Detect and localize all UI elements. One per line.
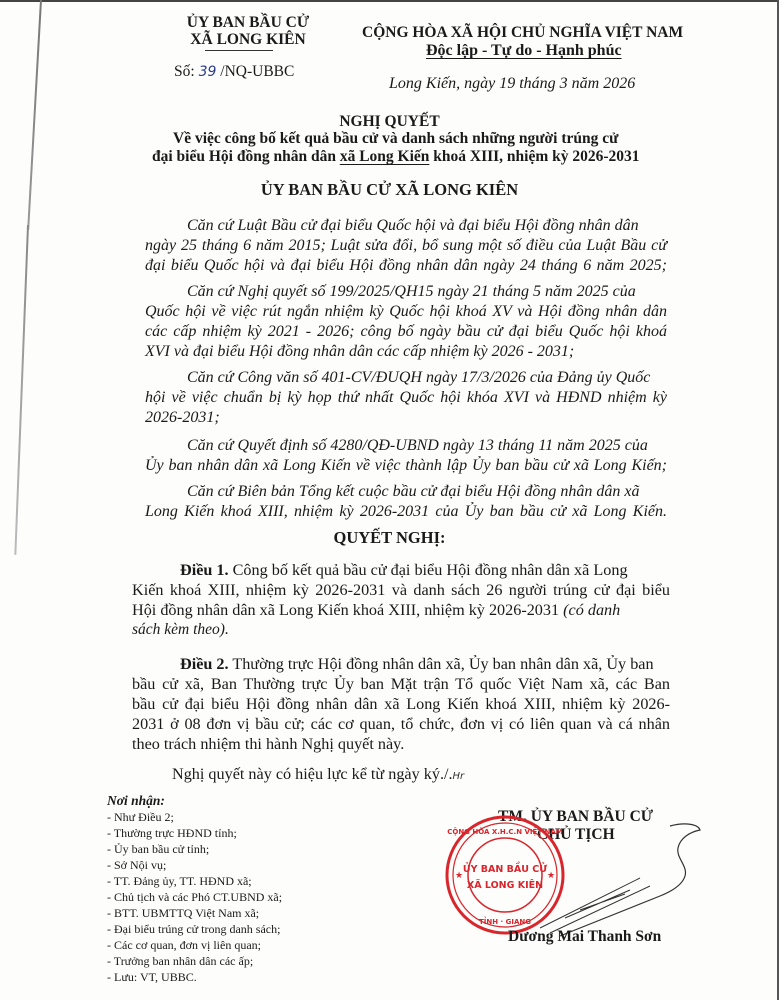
recipient-item: - Thường trực HĐND tỉnh; (107, 826, 237, 840)
national-motto: Độc lập - Tự do - Hạnh phúc (426, 42, 622, 59)
basis-line: Căn cứ Quyết định số 4280/QĐ-UBND ngày 13 tháng 11 năm 2025 của (187, 437, 648, 454)
signature-stroke (540, 878, 650, 933)
signature-stroke (560, 824, 700, 936)
basis-line: ngày 25 tháng 6 năm 2015; Luật sửa đổi, bổ sung một số điều của Luật Bầu cử (145, 237, 667, 254)
handwritten-initials: Hr (452, 771, 465, 782)
agency-line-1: ỦY BAN BẦU CỬ (186, 14, 310, 31)
stamp-star-icon: ★ (546, 871, 556, 881)
document-type: NGHỊ QUYẾT (339, 113, 440, 130)
basis-line: hội về việc chuẩn bị kỳ họp thứ nhất Quốc hội khóa XVI và HĐND nhiệm kỳ (145, 389, 667, 406)
handwritten-number: 39 (198, 64, 217, 80)
article-1-label: Điều 1. (180, 561, 229, 579)
issuer-heading: ỦY BAN BẦU CỬ XÃ LONG KIÊN (260, 180, 519, 199)
subject-line-2 (152, 148, 640, 166)
article-1-line (132, 600, 670, 620)
subject-text: đại biểu Hội đồng nhân dân (152, 148, 340, 165)
recipient-item: - Sở Nội vụ; (107, 858, 167, 872)
recipient-item: - Các cơ quan, đơn vị liên quan; (107, 938, 261, 952)
document-number (174, 63, 294, 81)
basis-line: Quốc hội về việc rút ngắn nhiệm kỳ Quốc hội khoá XV và Hội đồng nhân dân (145, 303, 667, 320)
stamp-text-line-2: XÃ LONG KIÊN (466, 880, 544, 891)
article-2-line: bầu cử đại biểu Hội đồng nhân dân xã Long Kiến khoá XIII, nhiệm kỳ 2026- (132, 695, 670, 713)
handwritten-signature (520, 818, 710, 938)
agency-name: LONG KIÊN (216, 31, 306, 48)
recipient-item: - Lưu: VT, UBBC. (107, 970, 197, 984)
basis-line: Căn cứ Luật Bầu cử đại biểu Quốc hội và đại biểu Hội đồng nhân dân (187, 217, 639, 234)
effective-text: Nghị quyết này có hiệu lực kể từ ngày ký./. (172, 765, 453, 783)
basis-line: XVI và đại biểu Hội đồng nhân dân các cấp nhiệm kỳ 2026 - 2031; (145, 343, 575, 360)
agency-underline (205, 50, 273, 51)
article-text: Công bố kết quả bầu cử đại biểu Hội đồng nhân dân xã Long (228, 561, 628, 579)
article-text: Thường trực Hội đồng nhân dân xã, Ủy ban nhân dân xã, Ủy ban (228, 655, 654, 673)
article-2-line: 2031 ở 08 đơn vị bầu cử; các cơ quan, tổ chức, đơn vị có liên quan và cá nhân (132, 715, 670, 733)
recipient-item: - BTT. UBMTTQ Việt Nam xã; (107, 906, 260, 920)
article-2-label: Điều 2. (180, 655, 229, 673)
subject-underlined: xã Long Kiến (339, 148, 430, 165)
signatory-name: Dương Mai Thanh Sơn (508, 928, 662, 945)
scan-fold-line (14, 225, 29, 555)
stamp-ring-text: CỘNG HÒA X.H.C.N VIỆT NAM (447, 828, 563, 836)
basis-line: Căn cứ Công văn số 401-CV/ĐUQH ngày 17/3/2026 của Đảng ủy Quốc (187, 369, 651, 386)
basis-line: Căn cứ Nghị quyết số 199/2025/QH15 ngày 21 tháng 5 năm 2025 của (187, 283, 636, 300)
subject-text: khoá XIII, nhiệm kỳ 2026-2031 (429, 148, 640, 165)
basis-line: đại biểu Quốc hội và đại biểu Hội đồng nhân dân ngày 24 tháng 6 năm 2025; (145, 257, 667, 274)
article-text: Hội đồng nhân dân xã Long Kiến khoá XIII, nhiệm kỳ 2026-2031 (132, 601, 564, 619)
recipients-list (107, 809, 282, 985)
article-note: (có danh (563, 601, 621, 619)
article-1-line: Kiến khoá XIII, nhiệm kỳ 2026-2031 và danh sách 26 người trúng cử đại biểu (132, 581, 670, 599)
effective-clause (172, 764, 464, 787)
place-and-date: Long Kiến, ngày 19 tháng 3 năm 2026 (389, 75, 636, 92)
number-suffix: /NQ-UBBC (216, 63, 295, 80)
agency-line-2 (168, 31, 328, 48)
basis-line: Long Kiến khoá XIII, nhiệm kỳ 2026-2031 của Ủy ban bầu cử xã Long Kiến. (145, 503, 667, 520)
recipient-item: - Trưởng ban nhân dân các ấp; (107, 954, 254, 968)
stamp-text-line-1: ỦY BAN BẦU CỬ (462, 864, 548, 875)
article-2-line: bầu cử xã, Ban Thường trực Ủy ban Mặt trận Tổ quốc Việt Nam xã, các Ban (132, 675, 670, 693)
basis-line: Ủy ban nhân dân xã Long Kiến về việc thành lập Ủy ban bầu cử xã Long Kiến; (145, 457, 667, 474)
stamp-ring-text: TỈNH · GIANG (478, 918, 532, 926)
signatory-position: CHỦ TỊCH (537, 826, 615, 843)
number-prefix: Số: (174, 63, 199, 80)
scan-border-top (0, 0, 779, 2)
recipient-item: - Chủ tịch và các Phó CT.UBND xã; (107, 890, 283, 904)
article-1-line: sách kèm theo). (132, 621, 229, 638)
article-2-line: theo trách nhiệm thi hành Nghị quyết này. (132, 735, 405, 753)
basis-line: các cấp nhiệm kỳ 2021 - 2026; công bố ngày bầu cử đại biểu Quốc hội khoá (145, 323, 667, 340)
recipient-item: - Ủy ban bầu cử tỉnh; (107, 842, 210, 856)
recipient-item: - TT. Đảng ủy, TT. HĐND xã; (107, 874, 252, 888)
recipient-item: - Đại biểu trúng cử trong danh sách; (107, 922, 281, 936)
basis-line: 2026-2031; (145, 409, 220, 426)
issuing-agency (168, 14, 328, 48)
recipient-item: - Như Điều 2; (107, 810, 174, 824)
decision-heading: QUYẾT NGHỊ: (333, 528, 446, 547)
recipients-heading: Nơi nhận: (107, 793, 165, 808)
basis-line: Căn cứ Biên bản Tổng kết cuộc bầu cử đại biểu Hội đồng nhân dân xã (187, 483, 640, 500)
stamp-star-icon: ★ (454, 871, 464, 881)
article-1-line (180, 560, 628, 580)
nation-title: CỘNG HÒA XÃ HỘI CHỦ NGHĨA VIỆT NAM (362, 24, 684, 41)
signatory-on-behalf: TM. ỦY BAN BẦU CỬ (498, 808, 654, 825)
article-2-line (180, 654, 654, 674)
subject-line-1: Về việc công bố kết quả bầu cử và danh sách những người trúng cử (173, 130, 619, 147)
agency-prefix: XÃ (190, 31, 217, 48)
recipients-block (107, 793, 282, 985)
